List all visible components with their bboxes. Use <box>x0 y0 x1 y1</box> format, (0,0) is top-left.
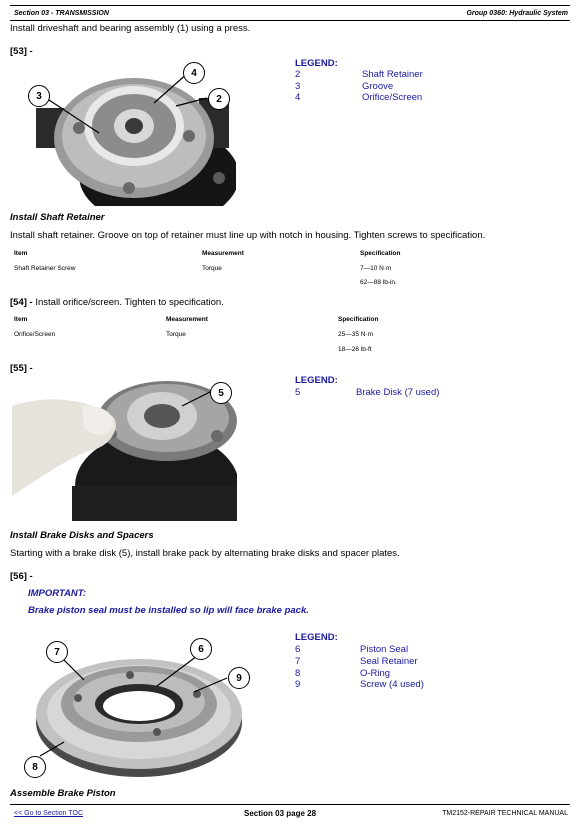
table-cell: 7—10 N·m <box>360 265 392 272</box>
step-53-label: [53] - <box>10 46 33 57</box>
footer-rule <box>10 804 570 805</box>
callout-8: 8 <box>24 756 46 778</box>
legend-num: 3 <box>295 81 301 92</box>
table-cell: Shaft Retainer Screw <box>14 265 76 272</box>
legend-text: Screw (4 used) <box>360 679 424 690</box>
footer-page: Section 03 page 28 <box>244 809 317 818</box>
table-header: Specification <box>338 316 379 323</box>
table-header: Measurement <box>202 250 244 257</box>
header-section: Section 03 - TRANSMISSION <box>14 10 109 17</box>
step-55-legend-title: LEGEND: <box>295 375 338 386</box>
table-cell: 25—35 N·m <box>338 331 374 338</box>
legend-num: 5 <box>295 387 301 398</box>
table-header: Item <box>14 250 28 257</box>
table-header: Specification <box>360 250 401 257</box>
section-toc-link[interactable]: << Go to Section TOC <box>14 810 84 817</box>
legend-num: 2 <box>295 69 301 80</box>
legend-text: Piston Seal <box>360 644 409 655</box>
table-cell: Torque <box>202 265 222 272</box>
table-header: Measurement <box>166 316 208 323</box>
shaft-retainer-photo <box>24 58 236 206</box>
shaft-retainer-heading: Install Shaft Retainer <box>10 212 105 223</box>
table-header: Item <box>14 316 28 323</box>
step-54-line <box>10 297 224 308</box>
callout-2: 2 <box>208 88 230 110</box>
step-54-label: [54] - <box>10 297 33 308</box>
legend-text: Orifice/Screen <box>362 92 423 103</box>
header-bottom-rule <box>10 20 570 21</box>
brake-disks-text: Starting with a brake disk (5), install brake pack by alternating brake disks and spacer plates. <box>10 548 400 559</box>
brake-disks-heading: Install Brake Disks and Spacers <box>10 530 154 541</box>
step-56-label: [56] - <box>10 571 33 582</box>
callout-9: 9 <box>228 667 250 689</box>
header-group: Group 0360: Hydraulic System <box>466 10 568 17</box>
legend-text: Groove <box>362 81 394 92</box>
footer-manual: TM2152-REPAIR TECHNICAL MANUAL <box>442 810 568 817</box>
step-56-legend-title: LEGEND: <box>295 632 338 643</box>
brake-piston-heading: Assemble Brake Piston <box>10 788 116 799</box>
intro-text: Install driveshaft and bearing assembly (1) using a press. <box>10 23 251 34</box>
table-cell: Orifice/Screen <box>14 331 56 338</box>
legend-text: Shaft Retainer <box>362 69 423 80</box>
callout-5: 5 <box>210 382 232 404</box>
callout-4: 4 <box>183 62 205 84</box>
table-cell: Torque <box>166 331 186 338</box>
shaft-retainer-text: Install shaft retainer. Groove on top of retainer must line up with notch in housing. Tighten screws to specification. <box>10 230 486 241</box>
step-53-legend-title: LEGEND: <box>295 58 338 69</box>
legend-num: 6 <box>295 644 301 655</box>
important-title: IMPORTANT: <box>28 588 87 599</box>
legend-num: 4 <box>295 92 301 103</box>
header-top-rule <box>10 5 570 6</box>
brake-disk-photo <box>12 376 237 521</box>
legend-text: Brake Disk (7 used) <box>356 387 440 398</box>
step-55-label: [55] - <box>10 363 33 374</box>
legend-num: 8 <box>295 668 301 679</box>
legend-text: Seal Retainer <box>360 656 418 667</box>
step-54-text: Install orifice/screen. Tighten to specification. <box>35 297 224 308</box>
table-cell: 18—26 lb-ft <box>338 346 372 353</box>
callout-7: 7 <box>46 641 68 663</box>
callout-3: 3 <box>28 85 50 107</box>
important-text: Brake piston seal must be installed so lip will face brake pack. <box>28 605 309 616</box>
legend-num: 9 <box>295 679 301 690</box>
legend-text: O-Ring <box>360 668 391 679</box>
table-cell: 62—88 lb-in. <box>360 279 397 286</box>
legend-num: 7 <box>295 656 301 667</box>
callout-6: 6 <box>190 638 212 660</box>
